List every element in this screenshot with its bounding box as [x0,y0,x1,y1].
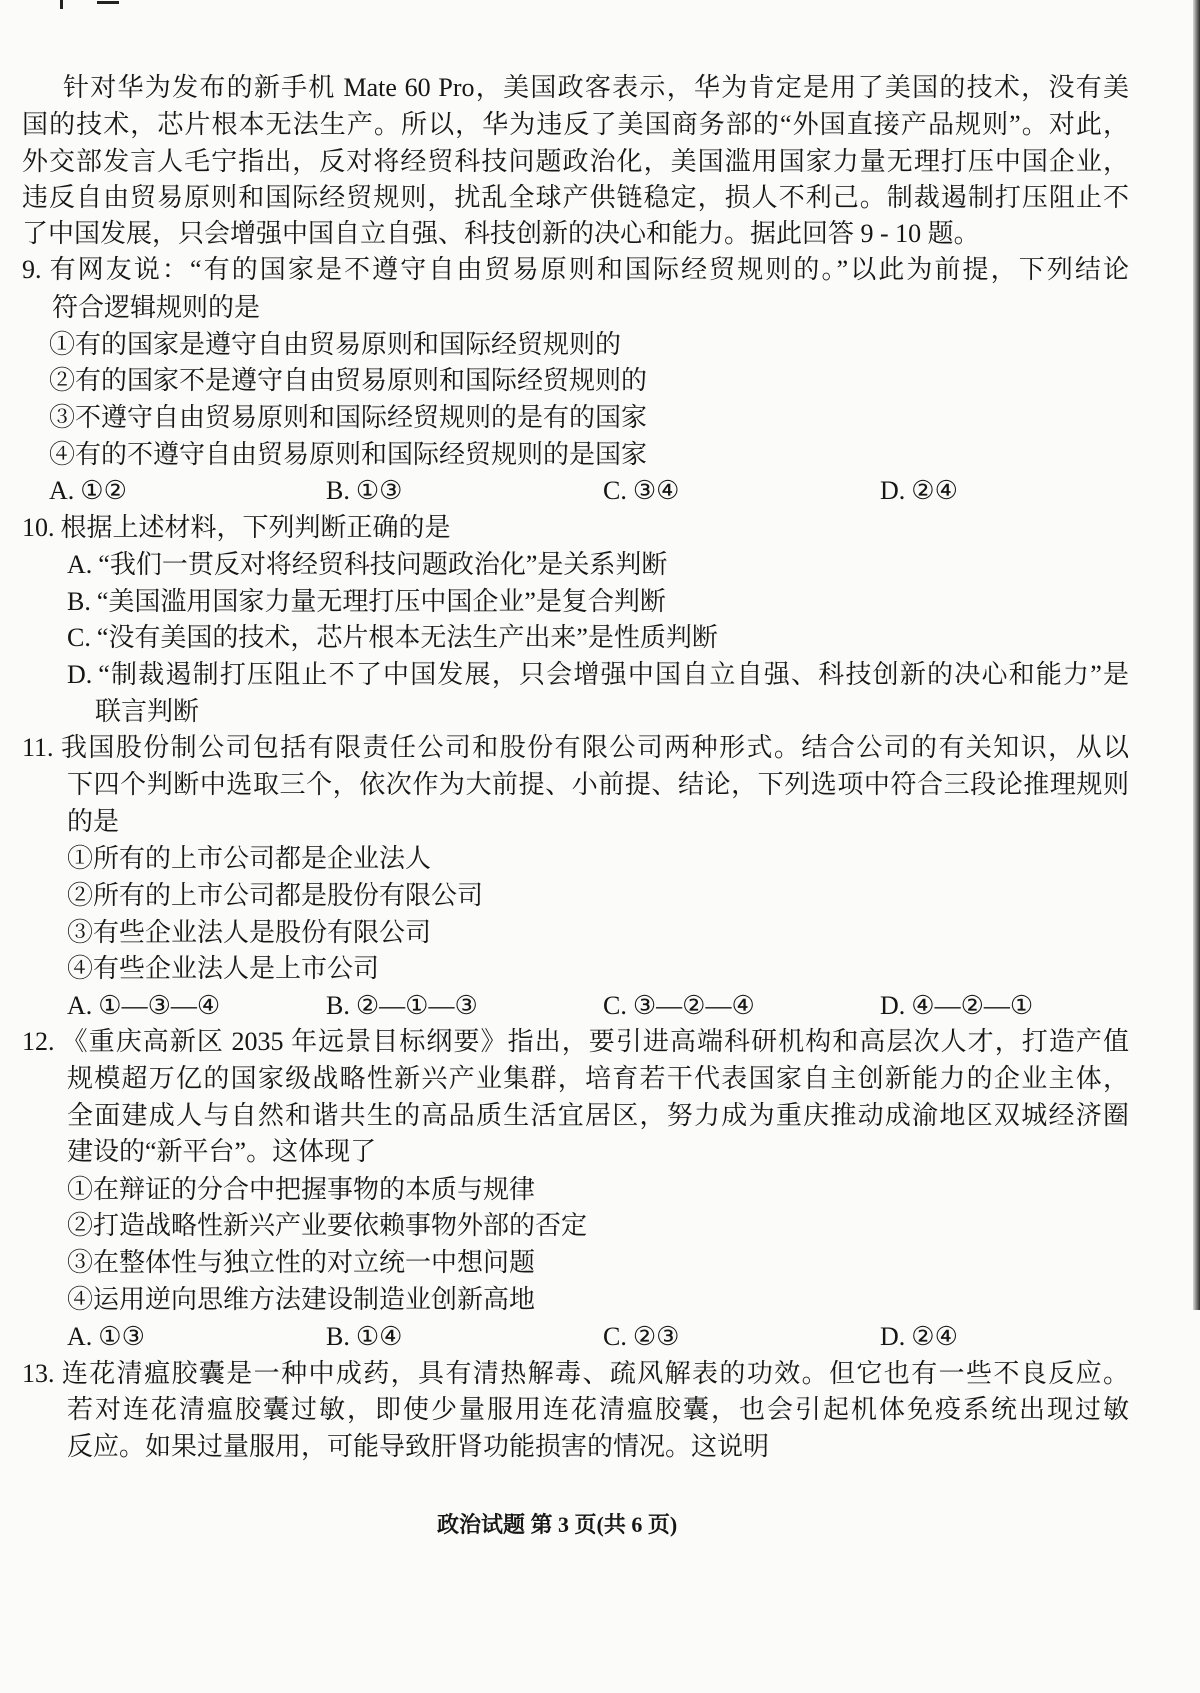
choice-label: C. [603,1322,627,1351]
answer-option-d [67,657,1129,693]
choice-value: ①—③—④ [98,991,221,1020]
statement-item: ④运用逆向思维方法建设制造业创新高地 [67,1285,536,1314]
question-stem-text: 我国股份制公司包括有限责任公司和股份有限公司两种形式。结合公司的有关知识，从以 [59,733,1129,762]
choice-label: B. [326,476,350,505]
answer-choice-d [880,988,1033,1024]
question-stem-line [22,252,1129,288]
choice-label: B. [326,991,350,1020]
answer-choice-c [603,473,679,509]
choice-value: ③④ [632,476,680,505]
answer-choice-b [326,473,402,509]
choice-label: D. [880,476,906,505]
choice-label: C. [603,476,627,505]
passage-line: 违反自由贸易原则和国际经贸规则，扰乱全球产供链稳定，损人不利己。制裁遏制打压阻止不 [22,183,1129,212]
statement-item: ①在辩证的分合中把握事物的本质与规律 [67,1175,536,1204]
choice-label: B. [326,1322,350,1351]
question-number: 13. [22,1359,55,1388]
option-label: C. [67,623,91,652]
question-stem-line: 符合逻辑规则的是 [52,293,261,322]
question-stem-line: 的是 [67,807,120,836]
answer-choice-c [603,1319,679,1355]
question-stem-text: 《重庆高新区 2035 年远景目标纲要》指出，要引进高端科研机构和高层次人才，打造产值 [60,1027,1129,1056]
answer-choice-b [326,1319,402,1355]
statement-item: ④有的不遵守自由贸易原则和国际经贸规则的是国家 [49,440,648,469]
page-footer: 政治试题 第 3 页(共 6 页) [437,1512,678,1537]
scan-edge [1193,0,1200,1310]
scan-mark-vertical [60,0,63,9]
statement-item: ①所有的上市公司都是企业法人 [67,844,432,873]
option-text: “美国滥用国家力量无理打压中国企业”是复合判断 [96,587,666,616]
scan-mark-horizontal [97,1,119,4]
choice-value: ①③ [355,476,403,505]
question-stem-line [22,510,451,546]
statement-item: ②打造战略性新兴产业要依赖事物外部的否定 [67,1211,588,1240]
question-number: 10. [22,513,55,542]
answer-choice-a [49,473,127,509]
option-label: D. [67,660,93,689]
option-text: “制裁遏制打压阻止不了中国发展，只会增强中国自立自强、科技创新的决心和能力”是 [98,660,1129,689]
passage-line: 国的技术，芯片根本无法生产。所以，华为违反了美国商务部的“外国直接产品规则”。对此， [22,110,1129,139]
question-stem-text: 有网友说：“有的国家是不遵守自由贸易原则和国际经贸规则的。”以此为前提，下列结论 [47,255,1129,284]
question-stem-line: 全面建成人与自然和谐共生的高品质生活宜居区，努力成为重庆推动成渝地区双城经济圈 [67,1101,1129,1130]
option-text: “没有美国的技术，芯片根本无法生产出来”是性质判断 [96,623,718,652]
option-text: “我们一贯反对将经贸科技问题政治化”是关系判断 [98,550,668,579]
choice-value: ①② [80,476,127,505]
passage-line: 针对华为发布的新手机 Mate 60 Pro，美国政客表示，华为肯定是用了美国的技术，没有美 [63,73,1129,102]
choice-label: D. [880,1322,906,1351]
statement-item: ②有的国家不是遵守自由贸易原则和国际经贸规则的 [49,366,648,395]
answer-choice-c [603,988,755,1024]
option-label: A. [67,550,93,579]
option-label: B. [67,587,91,616]
statement-item: ①有的国家是遵守自由贸易原则和国际经贸规则的 [49,330,622,359]
question-stem-line: 建设的“新平台”。这体现了 [67,1137,377,1166]
question-stem-text: 连花清瘟胶囊是一种中成药，具有清热解毒、疏风解表的功效。但它也有一些不良反应。 [60,1359,1129,1388]
choice-value: ②—①—③ [355,991,478,1020]
statement-item: ②所有的上市公司都是股份有限公司 [67,881,484,910]
question-stem-line [22,1356,1129,1392]
choice-value: ②④ [911,1322,958,1351]
choice-label: D. [880,991,906,1020]
question-stem-line: 若对连花清瘟胶囊过敏，即使少量服用连花清瘟胶囊，也会引起机体免疫系统出现过敏 [67,1395,1129,1424]
question-number: 12. [22,1027,55,1056]
choice-value: ①④ [355,1322,403,1351]
question-number: 9. [22,255,42,284]
question-number: 11. [22,733,54,762]
passage-line: 外交部发言人毛宁指出，反对将经贸科技问题政治化，美国滥用国家力量无理打压中国企业， [22,147,1129,176]
option-text-continued: 联言判断 [95,697,200,726]
question-stem-line: 反应。如果过量服用，可能导致肝肾功能损害的情况。这说明 [67,1432,770,1461]
answer-option-a [67,547,667,583]
answer-choice-d [880,1319,958,1355]
passage-line: 了中国发展，只会增强中国自立自强、科技创新的决心和能力。据此回答 9 - 10 题。 [22,219,980,248]
choice-label: A. [67,1322,93,1351]
choice-value: ④—②—① [911,991,1034,1020]
choice-value: ②④ [911,476,958,505]
choice-label: A. [49,476,75,505]
question-stem-line [22,730,1129,766]
choice-value: ②③ [632,1322,680,1351]
answer-option-b [67,584,666,620]
answer-choice-b [326,988,478,1024]
question-stem-text: 根据上述材料，下列判断正确的是 [60,513,451,542]
question-stem-line: 下四个判断中选取三个，依次作为大前提、小前提、结论，下列选项中符合三段论推理规则 [67,770,1129,799]
answer-choice-a [67,988,220,1024]
answer-choice-a [67,1319,145,1355]
statement-item: ④有些企业法人是上市公司 [67,954,380,983]
question-stem-line [22,1024,1129,1060]
choice-label: C. [603,991,627,1020]
choice-label: A. [67,991,93,1020]
statement-item: ③有些企业法人是股份有限公司 [67,918,432,947]
statement-item: ③在整体性与独立性的对立统一中想问题 [67,1248,536,1277]
statement-item: ③不遵守自由贸易原则和国际经贸规则的是有的国家 [49,403,648,432]
choice-value: ③—②—④ [632,991,755,1020]
answer-choice-d [880,473,958,509]
question-stem-line: 规模超万亿的国家级战略性新兴产业集群，培育若干代表国家自主创新能力的企业主体， [67,1064,1129,1093]
answer-option-c [67,620,718,656]
choice-value: ①③ [98,1322,145,1351]
